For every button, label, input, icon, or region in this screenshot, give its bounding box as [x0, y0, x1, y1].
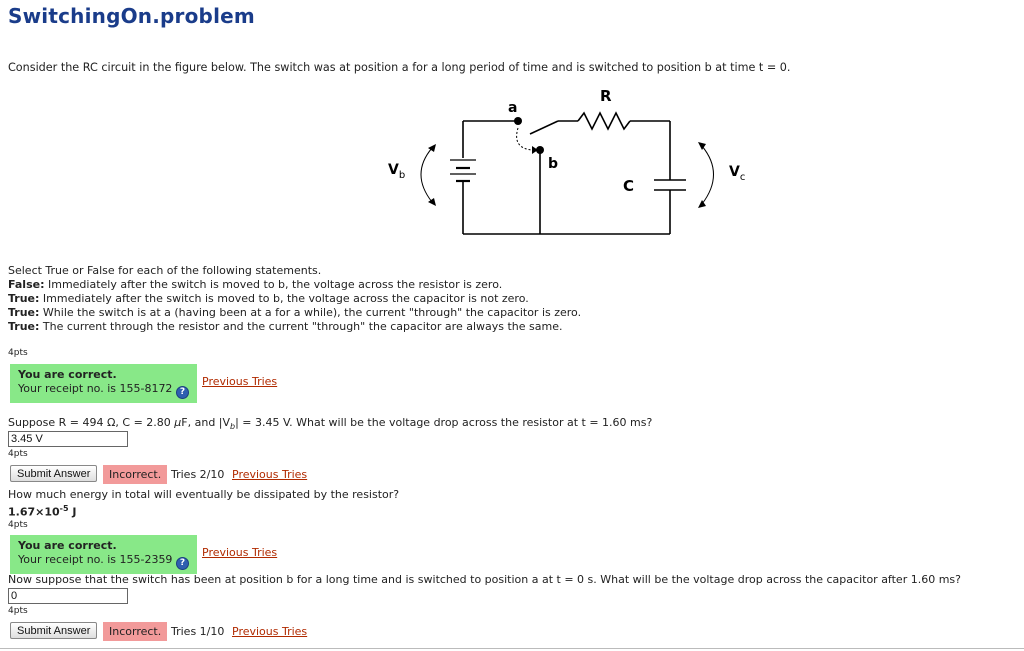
problem-intro: Consider the RC circuit in the figure below. The switch was at position a for a long period of time and is switched to position b at time t = 0.: [8, 61, 791, 74]
submit-answer-button-2[interactable]: Submit Answer: [10, 465, 97, 482]
previous-tries-link-2[interactable]: Previous Tries: [232, 468, 308, 481]
correct-feedback-1: [10, 364, 197, 403]
receipt-text: Your receipt no. is 155-2359: [18, 553, 173, 566]
label-capacitor: C: [623, 177, 635, 195]
submit-answer-button-4[interactable]: Submit Answer: [10, 622, 97, 639]
statement-3: True: While the switch is at a (having been at a for a while), the current "through" the capacitor is zero.: [8, 306, 582, 319]
previous-tries-link-1[interactable]: Previous Tries: [202, 375, 278, 388]
label-a: a: [508, 100, 518, 116]
label-vb: $V_b$: [388, 162, 406, 181]
correct-feedback-3: [10, 535, 197, 574]
label-resistor: R: [600, 87, 612, 105]
page-title: SwitchingOn.problem: [8, 4, 255, 28]
question-2: Suppose R = 494 Ω, C = 2.80 μF, and $|V_b| = 3.45$ V. What will be the voltage drop across the resistor at t = 1.60 ms?: [8, 416, 653, 432]
divider: [0, 648, 1024, 649]
answer-input-4[interactable]: [8, 588, 128, 604]
previous-tries-link-4[interactable]: Previous Tries: [232, 625, 308, 638]
points-label: 4pts: [8, 606, 28, 616]
correct-heading: You are correct.: [18, 368, 117, 381]
instruction: Select True or False for each of the following statements.: [8, 264, 322, 277]
label-b: b: [548, 156, 559, 172]
incorrect-badge-4: Incorrect.: [103, 622, 167, 641]
tries-count-4: Tries 1/10: [171, 625, 225, 638]
statement-4: True: The current through the resistor and the current "through" the capacitor are always the same.: [8, 320, 563, 333]
question-3: How much energy in total will eventually be dissipated by the resistor?: [8, 488, 400, 501]
energy-answer: $1.67\times 10^{-5}$ J: [8, 504, 77, 519]
statement-2: True: Immediately after the switch is moved to b, the voltage across the capacitor is not zero.: [8, 292, 529, 305]
points-label: 4pts: [8, 449, 28, 459]
label-vc: $V_c$: [729, 164, 746, 183]
rc-circuit-figure: [380, 86, 780, 246]
question-4: Now suppose that the switch has been at position b for a long time and is switched to position a at t = 0 s. What will be the voltage drop across the capacitor after 1.60 ms?: [8, 573, 961, 586]
help-icon[interactable]: ?: [176, 386, 189, 399]
points-label: 4pts: [8, 520, 28, 530]
receipt-text: Your receipt no. is 155-8172: [18, 382, 173, 395]
tries-count-2: Tries 2/10: [171, 468, 225, 481]
incorrect-badge-2: Incorrect.: [103, 465, 167, 484]
previous-tries-link-3[interactable]: Previous Tries: [202, 546, 278, 559]
points-label: 4pts: [8, 348, 28, 358]
correct-heading: You are correct.: [18, 539, 117, 552]
statement-1: False: Immediately after the switch is moved to b, the voltage across the resistor is zero.: [8, 278, 503, 291]
answer-input-2[interactable]: [8, 431, 128, 447]
switch-contact-a: [514, 117, 522, 125]
true-false-section: [8, 264, 581, 334]
help-icon[interactable]: ?: [176, 557, 189, 570]
